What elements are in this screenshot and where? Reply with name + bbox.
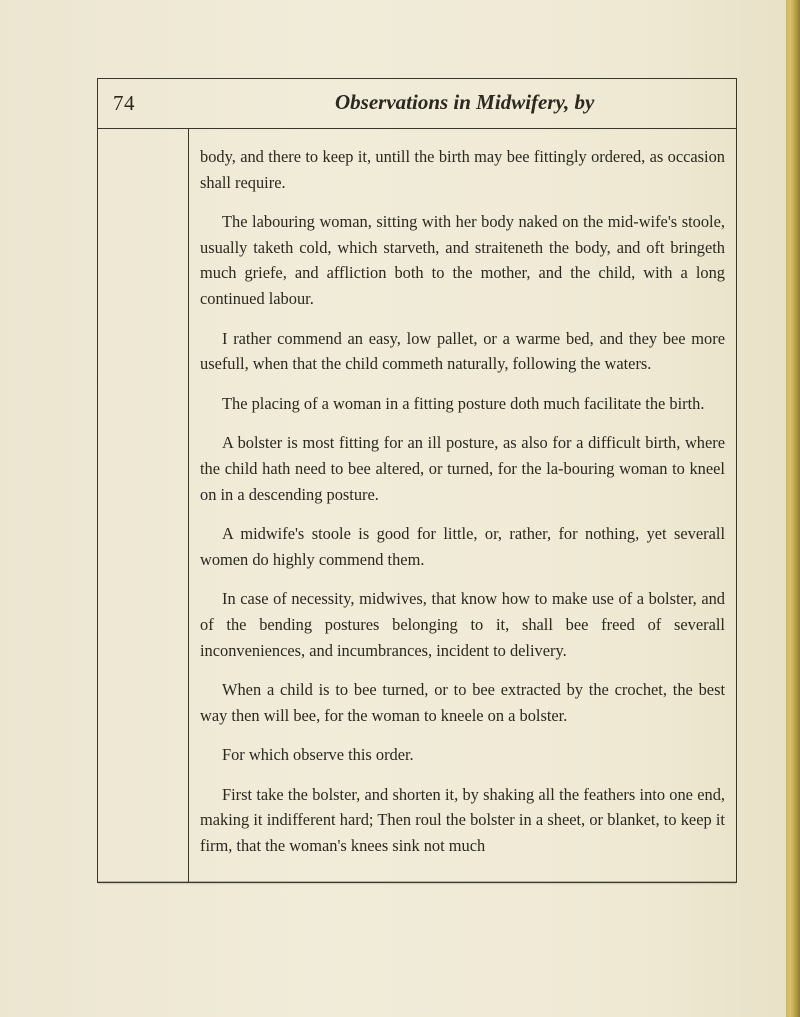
frame-bottom-shadow — [98, 881, 736, 885]
paragraph: body, and there to keep it, untill the birth may bee fittingly ordered, as occasion shall require. — [200, 147, 725, 192]
paragraph: I rather commend an easy, low pallet, or a warme bed, and they bee more usefull, when that the child commeth naturally, following the waters. — [200, 328, 725, 374]
paragraph: In case of necessity, midwives, that know how to make use of a bolster, and of the bending postures belonging to it, shall bee freed of severall inconveniences, and incumbrances, incident to delivery. — [200, 589, 725, 660]
body-text — [200, 144, 725, 873]
margin-column-rule — [188, 129, 189, 883]
paragraph: A bolster is most fitting for an ill posture, as also for a difficult birth, where the child hath need to bee altered, or turned, for the la-bouring woman to kneel on in a descending posture. — [200, 433, 725, 504]
book-spine-edge — [786, 0, 800, 1017]
paragraph: A midwife's stoole is good for little, or, rather, for nothing, yet severall women do highly commend them. — [200, 524, 725, 569]
running-title: Observations in Midwifery, by — [335, 90, 595, 114]
paragraph: For which observe this order. — [222, 745, 414, 765]
paragraph: The labouring woman, sitting with her body naked on the mid-wife's stoole, usually taketh cold, which starveth, and straiteneth the body, and oft bringeth much griefe, and affliction both to the mother, and the child, with a long continued labour. — [200, 212, 725, 308]
header-rule — [97, 128, 737, 129]
paragraph: The placing of a woman in a fitting posture doth much facilitate the birth. — [222, 393, 705, 413]
paragraph: When a child is to bee turned, or to bee extracted by the crochet, the best way then will bee, for the woman to kneele on a bolster. — [200, 680, 725, 725]
paragraph: First take the bolster, and shorten it, by shaking all the feathers into one end, making it indifferent hard; Then roul the bolster in a sheet, or blanket, to keep it firm, that the woman's knees sink not much — [200, 784, 725, 856]
page-number: 74 — [113, 91, 135, 115]
